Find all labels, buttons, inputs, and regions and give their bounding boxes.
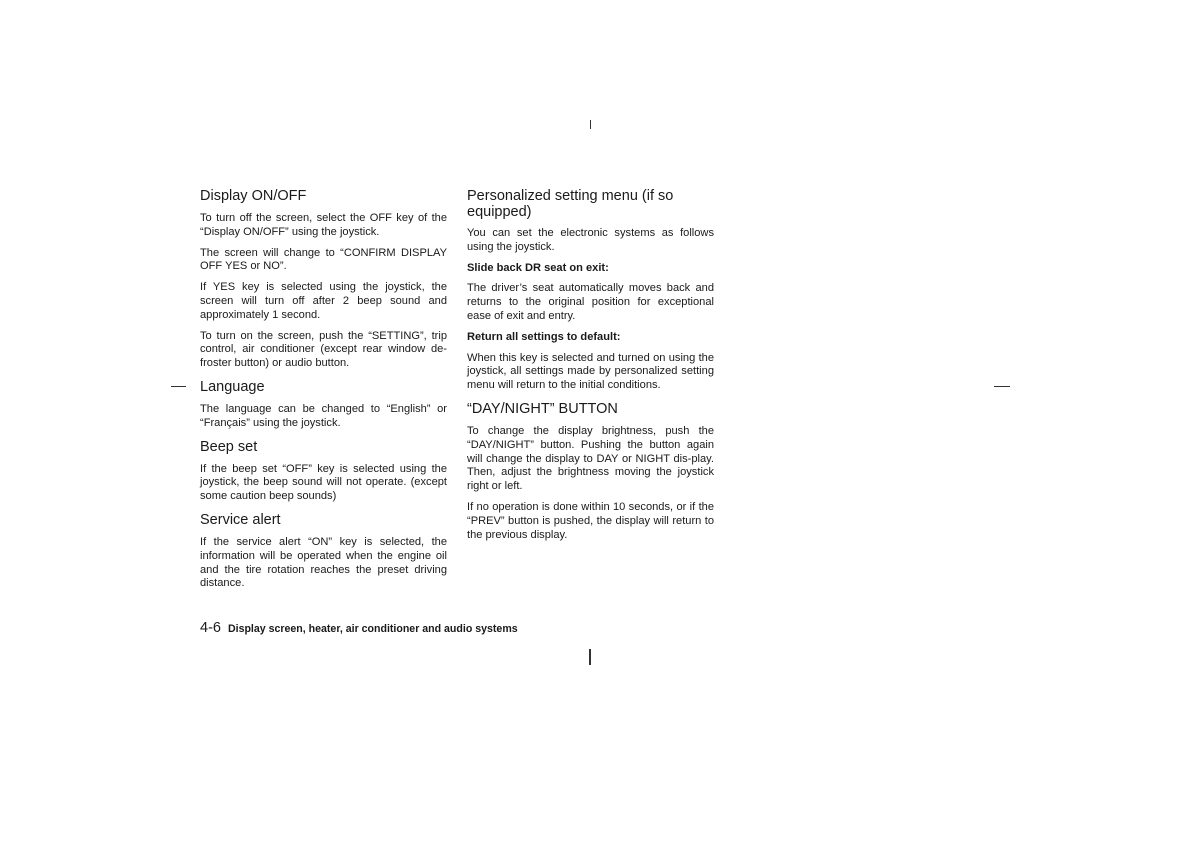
- section-day-night-button: [467, 401, 714, 542]
- page-footer: [200, 620, 518, 636]
- section-service-alert: [200, 512, 447, 591]
- heading-day-night-button: “DAY/NIGHT” BUTTON: [467, 400, 618, 417]
- paragraph: If no operation is done within 10 seconds, or if the “PREV” button is pushed, the display will return to the previous display.: [467, 500, 714, 541]
- section-beep-set: [200, 439, 447, 504]
- paragraph: To change the display brightness, push the “DAY/NIGHT” button. Pushing the button again will change the display to DAY or NIGHT dis-play. Then, adjust the brightness moving the joystick right or left.: [467, 424, 714, 493]
- paragraph: To turn off the screen, select the OFF key of the “Display ON/OFF” using the joystick.: [200, 212, 447, 238]
- paragraph: The language can be changed to “English” or “Français” using the joystick.: [200, 402, 447, 429]
- footer-title: Display screen, heater, air conditioner and audio systems: [227, 623, 518, 635]
- crop-mark-top: [590, 120, 591, 129]
- subheading-return-defaults: Return all settings to default:: [467, 330, 621, 343]
- heading-personalized-setting: Personalized setting menu (if so equipped): [467, 188, 674, 220]
- heading-beep-set: Beep set: [200, 438, 258, 455]
- heading-service-alert: Service alert: [200, 511, 281, 528]
- crop-mark-right: [994, 386, 1010, 387]
- right-column: [467, 188, 714, 549]
- heading-language: Language: [200, 378, 265, 395]
- heading-display-on-off: Display ON/OFF: [200, 188, 307, 204]
- paragraph: The driver’s seat automatically moves back and returns to the original position for exceptional ease of exit and entry.: [467, 282, 714, 322]
- paragraph: If the beep set “OFF” key is selected using the joystick, the beep sound will not operate. (except some caution beep sounds): [200, 462, 447, 503]
- section-display-on-off: [200, 188, 447, 371]
- crop-mark-bottom: [589, 649, 591, 665]
- paragraph: If the service alert “ON” key is selected, the information will be operated when the engine oil and the tire rotation reaches the preset driving distance.: [200, 535, 447, 590]
- section-language: [200, 379, 447, 431]
- left-column: [200, 188, 447, 598]
- crop-mark-left: [171, 386, 186, 387]
- paragraph: When this key is selected and turned on using the joystick, all settings made by personalized setting menu will return to the initial conditions.: [467, 351, 714, 392]
- page-number: 4-6: [200, 620, 221, 636]
- section-personalized-setting: [467, 188, 714, 393]
- paragraph: To turn on the screen, push the “SETTING”, trip control, air conditioner (except rear window de-froster button) or audio button.: [200, 329, 447, 370]
- paragraph: If YES key is selected using the joystick, the screen will turn off after 2 beep sound and approximately 1 second.: [200, 281, 447, 321]
- subheading-slide-back-seat: Slide back DR seat on exit:: [467, 261, 609, 274]
- paragraph: You can set the electronic systems as follows using the joystick.: [467, 227, 714, 253]
- paragraph: The screen will change to “CONFIRM DISPLAY OFF YES or NO”.: [200, 246, 447, 273]
